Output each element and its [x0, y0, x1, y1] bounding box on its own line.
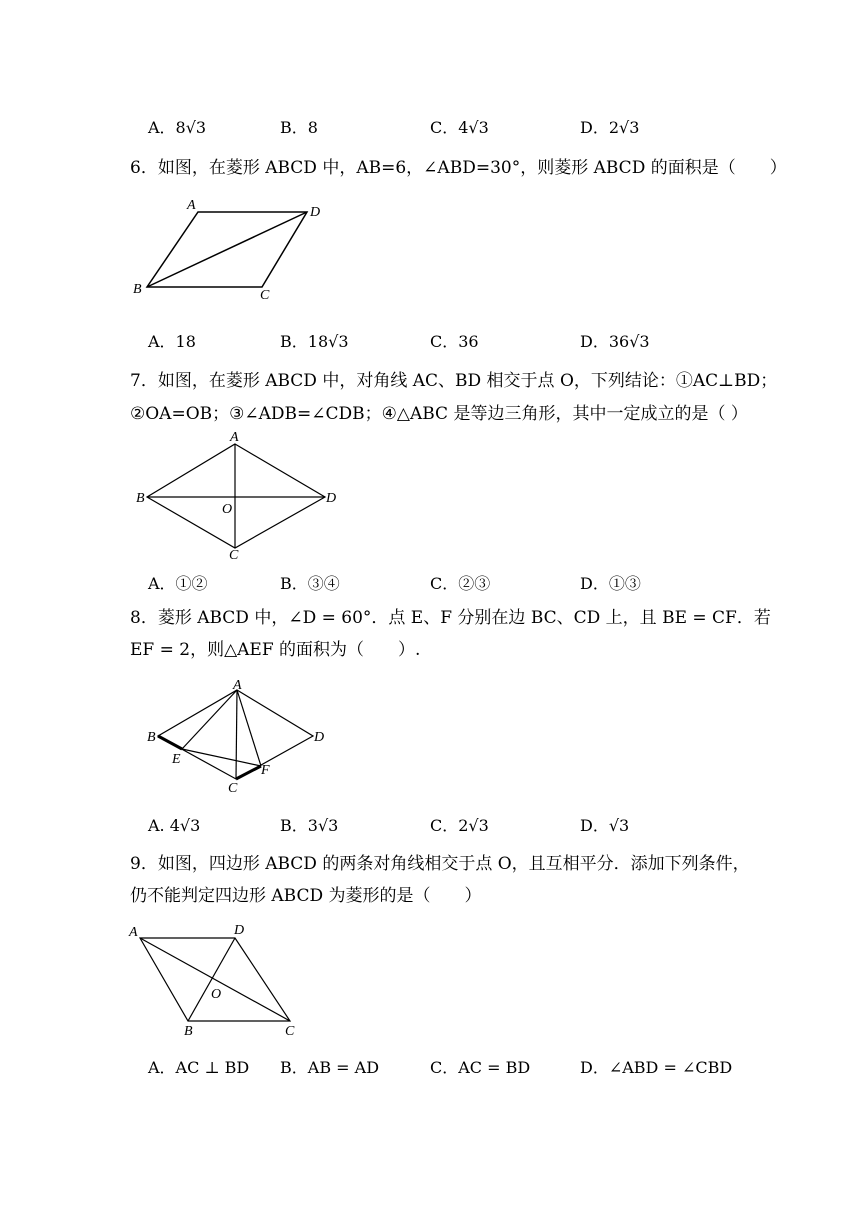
q8-line-ae — [182, 690, 237, 749]
q9-label-d: D — [234, 923, 245, 938]
q8-rhombus — [158, 690, 313, 779]
q8-label-a: A — [233, 678, 242, 693]
q9-option-a: A．AC ⊥ BD — [148, 1058, 250, 1077]
q5-option-b: B．8 — [280, 118, 318, 137]
q8-option-c: C．2√3 — [430, 816, 489, 835]
q7-question-line2: ②OA=OB；③∠ADB=∠CDB；④△ABC 是等边三角形，其中一定成立的是（ ） — [130, 404, 748, 424]
q6-label-c: C — [260, 288, 270, 303]
q9-option-d: D．∠ABD = ∠CBD — [580, 1058, 733, 1077]
q8-label-c: C — [228, 781, 238, 796]
q9-label-o: O — [211, 987, 222, 1002]
q8-question-line1: 8．菱形 ABCD 中，∠D = 60°．点 E、F 分别在边 BC、CD 上，且 BE = CF．若 — [130, 608, 771, 628]
q7-rhombus — [147, 444, 325, 548]
q7-option-d: D．①③ — [580, 574, 641, 593]
q5-option-a: A．8√3 — [148, 118, 207, 137]
q7-figure — [130, 428, 350, 563]
q9-option-b: B．AB = AD — [280, 1058, 380, 1077]
q8-option-d: D．√3 — [580, 816, 630, 835]
q7-label-d: D — [326, 491, 337, 506]
q9-label-b: B — [184, 1024, 193, 1039]
q7-option-a: A．①② — [148, 574, 208, 593]
q6-option-c: C．36 — [430, 332, 479, 351]
q6-diagonal-bd — [147, 212, 307, 287]
q9-diagonal-ac — [140, 938, 290, 1021]
q7-question-line1: 7．如图，在菱形 ABCD 中，对角线 AC、BD 相交于点 O，下列结论：①AC⊥BD； — [130, 371, 778, 391]
q8-line-ef — [182, 749, 261, 766]
q6-option-b: B．18√3 — [280, 332, 349, 351]
q8-label-b: B — [147, 730, 156, 745]
q8-figure — [140, 674, 340, 799]
q5-option-c: C．4√3 — [430, 118, 489, 137]
q8-label-f: F — [261, 763, 270, 778]
q9-figure — [125, 920, 310, 1040]
q7-option-c: C．②③ — [430, 574, 491, 593]
q5-option-d: D．2√3 — [580, 118, 640, 137]
q6-label-a: A — [187, 198, 196, 213]
q6-label-d: D — [310, 205, 321, 220]
q8-line-af — [237, 690, 261, 766]
q9-diagonal-bd — [188, 938, 235, 1021]
q6-figure — [125, 195, 345, 305]
q6-question: 6．如图，在菱形 ABCD 中，AB=6，∠ABD=30°，则菱形 ABCD 的面积是（ ） — [130, 158, 787, 178]
q8-question-line2: EF = 2，则△AEF 的面积为（ ）. — [130, 640, 421, 660]
q6-option-d: D．36√3 — [580, 332, 650, 351]
q7-label-o: O — [222, 502, 233, 517]
q7-option-b: B．③④ — [280, 574, 340, 593]
q6-option-a: A．18 — [148, 332, 196, 351]
q7-label-b: B — [136, 491, 145, 506]
q7-label-a: A — [230, 430, 239, 445]
q8-segment-be — [158, 736, 182, 749]
q8-segment-cf — [236, 766, 261, 779]
q8-line-ac — [236, 690, 237, 779]
q8-label-e: E — [172, 752, 181, 767]
q8-option-b: B．3√3 — [280, 816, 339, 835]
q6-label-b: B — [133, 282, 142, 297]
q9-option-c: C．AC = BD — [430, 1058, 531, 1077]
q7-label-c: C — [229, 548, 239, 563]
q9-label-a: A — [129, 925, 138, 940]
q9-question-line2: 仍不能判定四边形 ABCD 为菱形的是（ ） — [130, 886, 482, 906]
q9-label-c: C — [285, 1024, 295, 1039]
q8-label-d: D — [314, 730, 325, 745]
q9-question-line1: 9．如图，四边形 ABCD 的两条对角线相交于点 O，且互相平分．添加下列条件， — [130, 854, 750, 874]
q8-option-a: A. 4√3 — [148, 816, 201, 835]
